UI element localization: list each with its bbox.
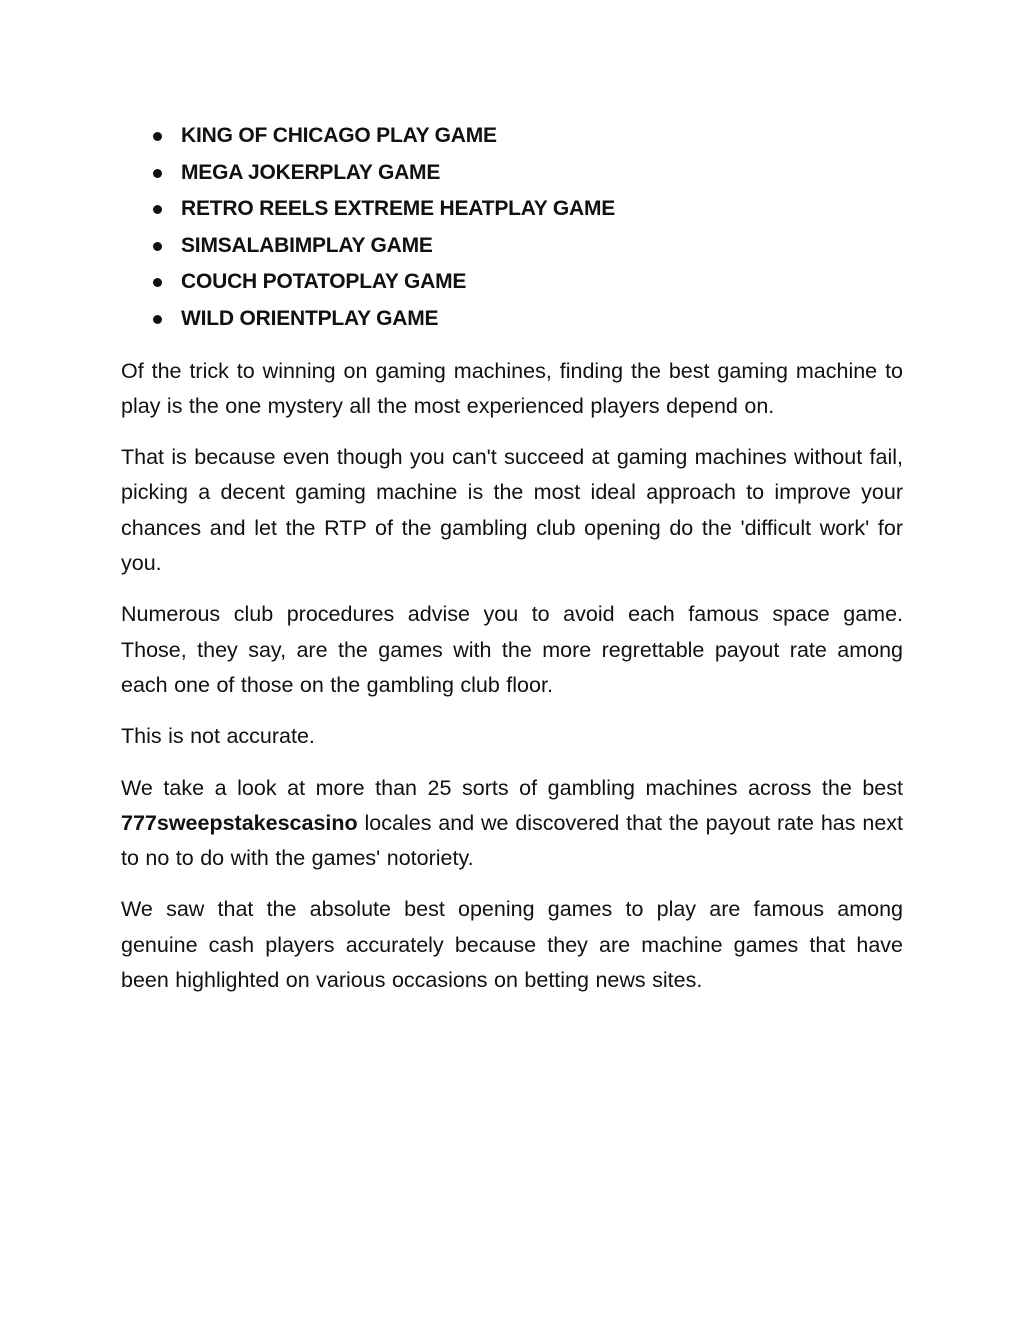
paragraph-club-procedures: Numerous club procedures advise you to avoid each famous space game. Those, they say, are the games with the more regrettable payout rate among each one of those on the gambling club floor. bbox=[121, 602, 903, 697]
list-item bbox=[121, 264, 903, 301]
list-item bbox=[121, 228, 903, 265]
game-title: WILD ORIENTPLAY GAME bbox=[181, 306, 439, 330]
paragraph-conclusion: We saw that the absolute best opening games to play are famous among genuine cash players accurately because they are machine games that have been highlighted on various occasions on betting news sites. bbox=[121, 897, 903, 993]
bullet-icon bbox=[153, 278, 162, 287]
document-page bbox=[121, 118, 903, 998]
paragraph-rtp: That is because even though you can't succeed at gaming machines without fail, picking a decent gaming machine is the most ideal approach to improve your chances and let the RTP of the gambling club opening do the 'difficult work' for you. bbox=[121, 445, 903, 576]
bullet-icon bbox=[153, 242, 162, 251]
paragraph-research-start: We take a look at more than 25 sorts of gambling machines across the best bbox=[121, 775, 903, 800]
game-title: KING OF CHICAGO PLAY GAME bbox=[181, 124, 497, 147]
game-title: RETRO REELS EXTREME HEATPLAY GAME bbox=[181, 197, 616, 221]
paragraph-research-end: locales and we discovered that the payout rate has next to no to do with the games' notoriety. bbox=[121, 810, 903, 871]
casino-name: 777sweepstakescasino bbox=[121, 810, 358, 835]
list-item bbox=[121, 155, 903, 192]
list-item bbox=[121, 301, 903, 338]
bullet-icon bbox=[153, 315, 162, 324]
game-title: MEGA JOKERPLAY GAME bbox=[181, 160, 441, 184]
paragraph-intro: Of the trick to winning on gaming machines, finding the best gaming machine to play is the one mystery all the most experienced players depend on. bbox=[121, 358, 903, 418]
bullet-icon bbox=[153, 169, 162, 178]
paragraph-research bbox=[121, 771, 903, 877]
bullet-icon bbox=[153, 132, 162, 141]
game-title: COUCH POTATOPLAY GAME bbox=[181, 270, 467, 294]
list-item bbox=[121, 118, 903, 155]
paragraph-not-accurate: This is not accurate. bbox=[121, 724, 315, 749]
game-title: SIMSALABIMPLAY GAME bbox=[181, 233, 433, 257]
list-item bbox=[121, 191, 903, 228]
game-list bbox=[121, 118, 903, 338]
bullet-icon bbox=[153, 205, 162, 214]
